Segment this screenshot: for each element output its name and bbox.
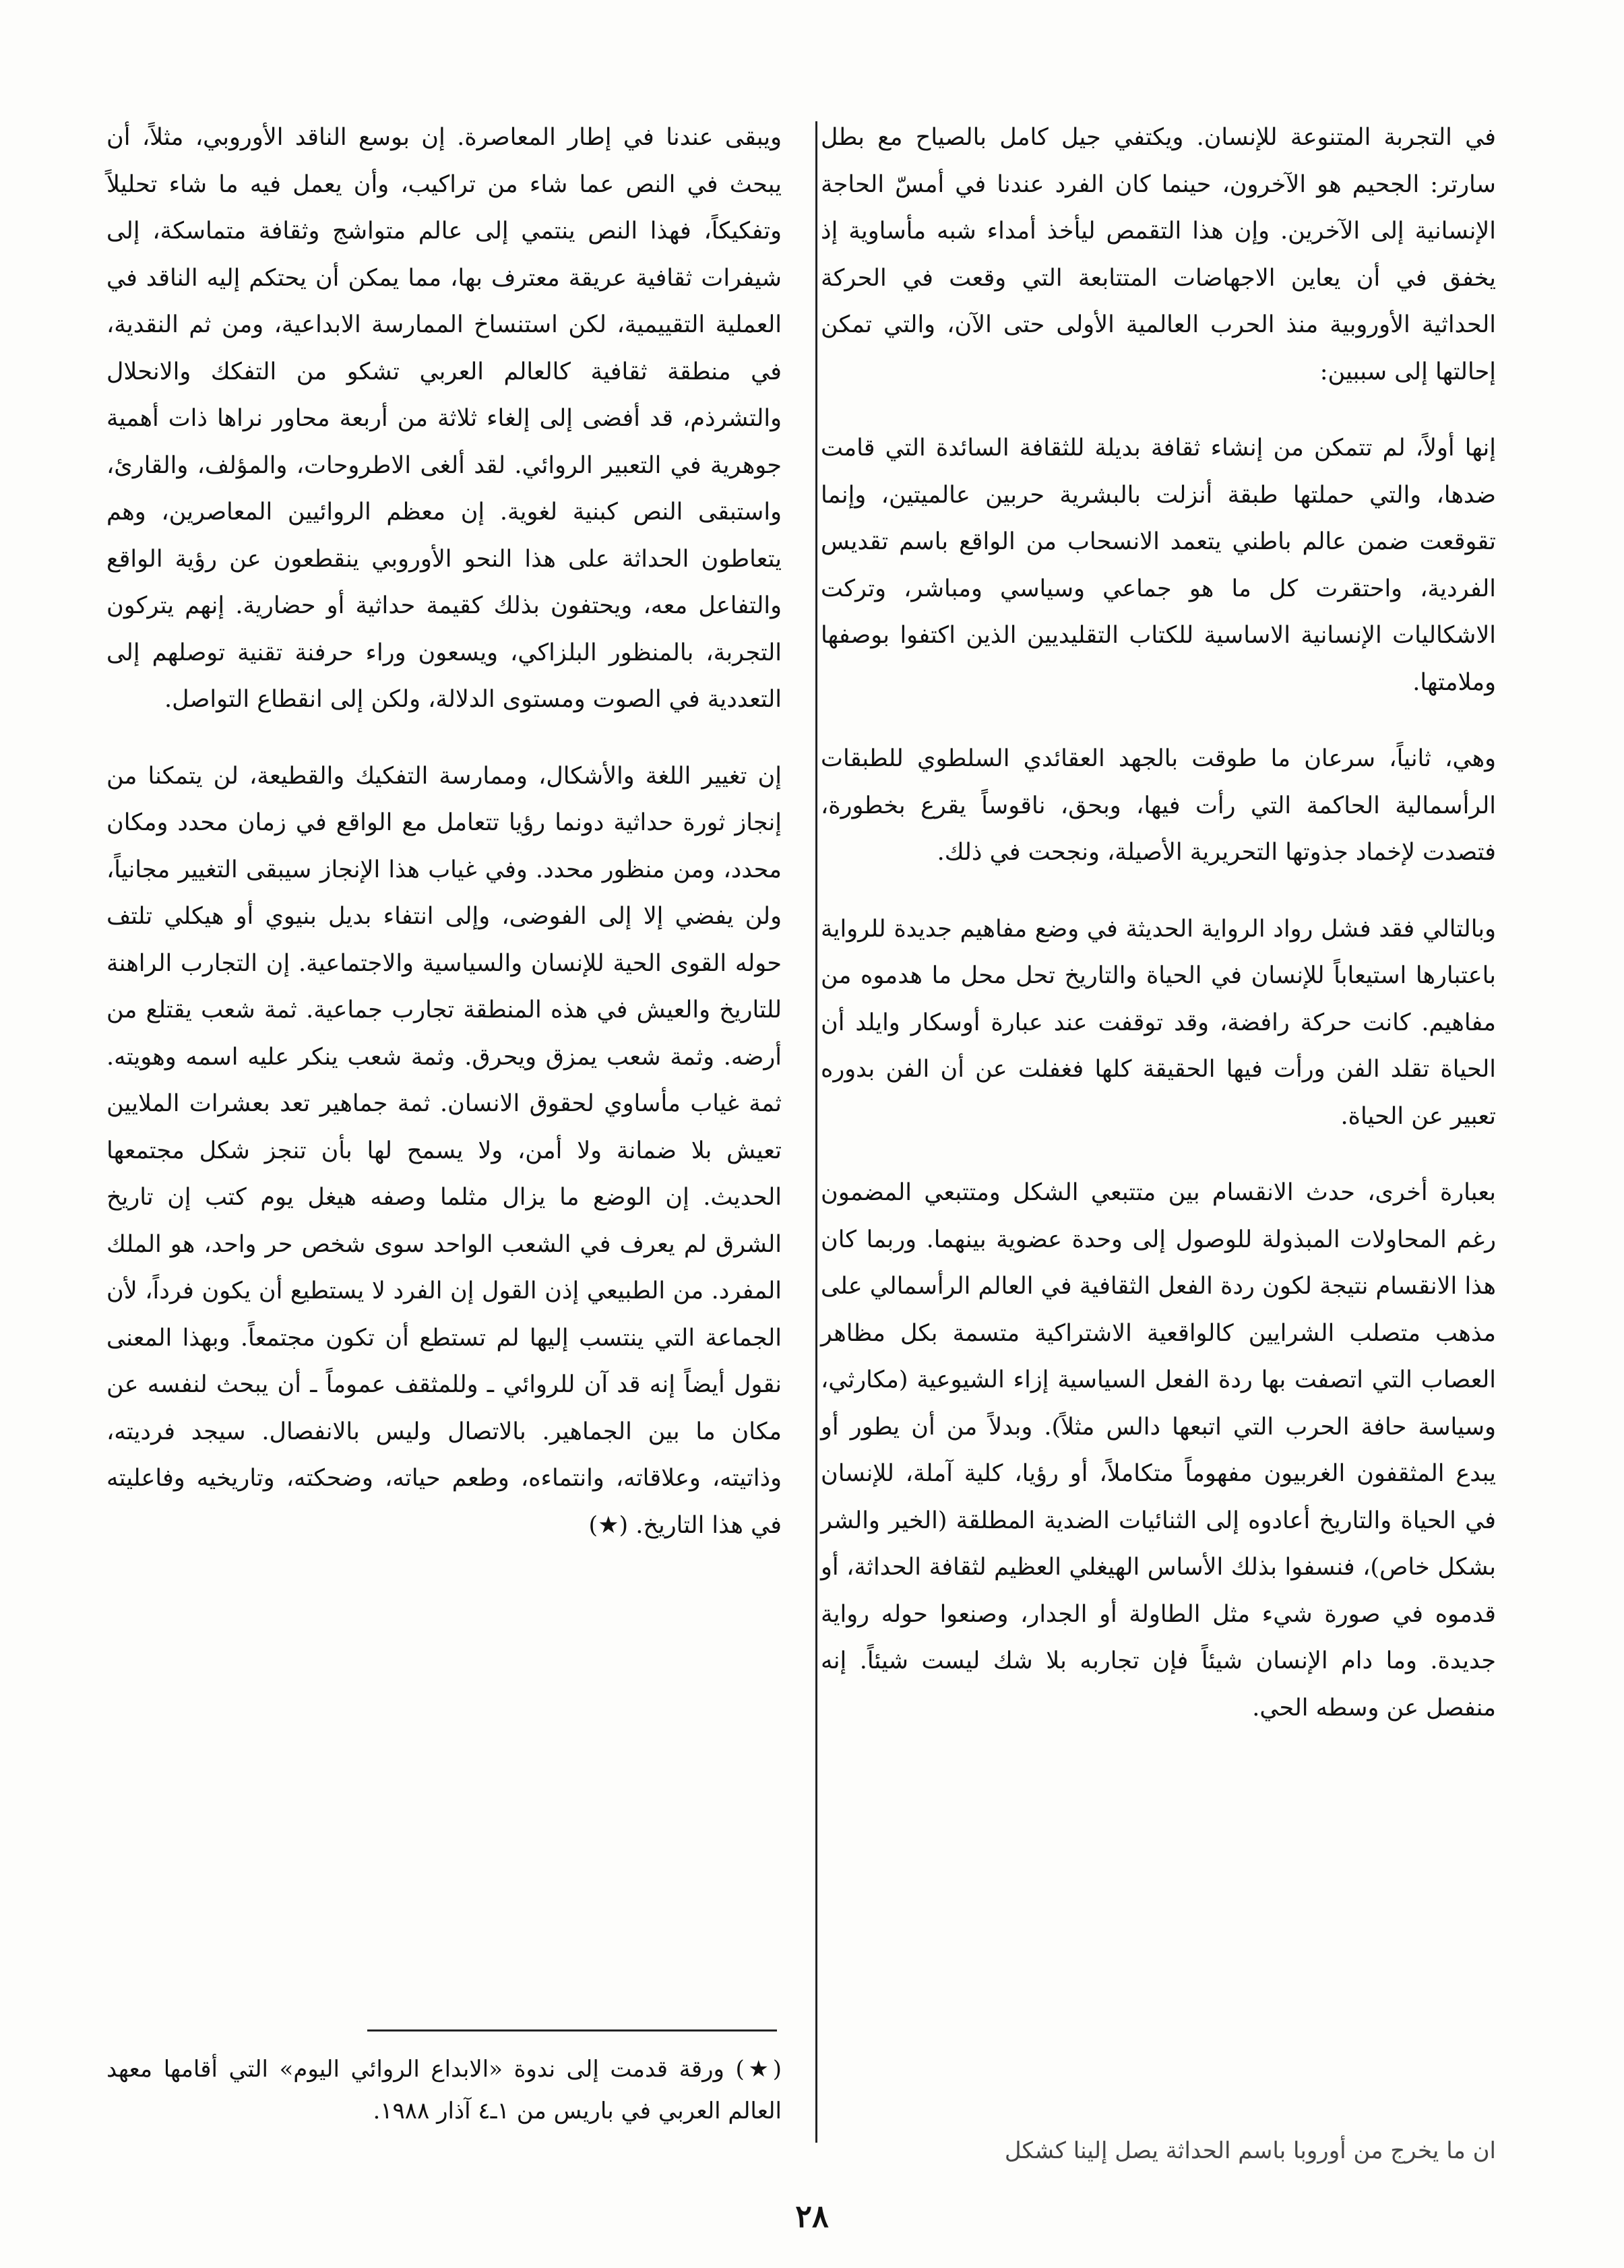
paragraph: ويبقى عندنا في إطار المعاصرة. إن بوسع الناقد الأوروبي، مثلاً، أن يبحث في النص عما شاء من تراكيب، وأن يعمل فيه ما شاء تحليلاً وتفكيكاً، فهذا النص ينتمي إلى عالم متواشج وثقافة متماسكة، إلى شيفرات ثقافية عريقة معترف بها، مما يمكن أن يحتكم إليه الناقد في العملية التقييمية، لكن استنساخ الممارسة الابداعية، ومن ثم النقدية، في منطقة ثقافية كالعالم العربي تشكو من التفكك والانحلال والتشرذم، قد أفضى إلى إلغاء ثلاثة من أربعة محاور نراها ذات أهمية جوهرية في التعبير الروائي. لقد ألغى الاطروحات، والمؤلف، والقارئ، واستبقى النص كبنية لغوية. إن معظم الروائيين المعاصرين، وهم يتعاطون الحداثة على هذا النحو الأوروبي ينقطعون عن رؤية الواقع والتفاعل معه، ويحتفون بذلك كقيمة حداثية أو حضارية. إنهم يتركون التجربة، بالمنظور البلزاكي، ويسعون وراء حرفنة تقنية توصلهم إلى التعددية في الصوت ومستوى الدلالة، ولكن إلى انقطاع التواصل. bbox=[106, 124, 782, 713]
paragraph: وهي، ثانياً، سرعان ما طوقت بالجهد العقائدي السلطوي للطبقات الرأسمالية الحاكمة التي رأت فيها، وبحق، ناقوساً يقرع بخطورة، فتصدت لإخماد جذوتها التحريرية الأصيلة، ونجحت في ذلك. bbox=[821, 745, 1496, 866]
right-text-column bbox=[821, 115, 1496, 1732]
column-divider bbox=[815, 121, 817, 2143]
page-number: ٢٨ bbox=[795, 2198, 829, 2234]
footnote-divider bbox=[367, 2029, 777, 2031]
left-text-column bbox=[106, 115, 782, 1549]
footnote: (★) ورقة قدمت إلى ندوة «الابداع الروائي اليوم» التي أقامها معهد العالم العربي في باريس من ١ـ٤ آذار ١٩٨٨. bbox=[106, 2056, 782, 2124]
paragraph: في التجربة المتنوعة للإنسان. ويكتفي جيل كامل بالصياح مع بطل سارتر: الجحيم هو الآخرون، حينما كان الفرد عندنا في أمسّ الحاجة الإنسانية إلى الآخرين. وإن هذا التقمص ليأخذ أمداء شبه مأساوية إذ يخفق في أن يعاين الاجهاضات المتتابعة التي وقعت في الحركة الحداثية الأوروبية منذ الحرب العالمية الأولى حتى الآن، والتي تمكن إحالتها إلى سببين: bbox=[821, 124, 1496, 385]
paragraph: بعبارة أخرى، حدث الانقسام بين متتبعي الشكل ومتتبعي المضمون رغم المحاولات المبذولة للوصول إلى وحدة عضوية بينهما. وربما كان هذا الانقسام نتيجة لكون ردة الفعل الثقافية في العالم الرأسمالي على مذهب متصلب الشرايين كالواقعية الاشتراكية متسمة بكل مظاهر العصاب التي اتصفت بها ردة الفعل السياسية إزاء الشيوعية (مكارثي، وسياسة حافة الحرب التي اتبعها دالس مثلاً). وبدلاً من أن يطور أو يبدع المثقفون الغربيون مفهوماً متكاملاً، أو رؤيا، كلية آملة، للإنسان في الحياة والتاريخ أعادوه إلى الثنائيات الضدية المطلقة (الخير والشر بشكل خاص)، فنسفوا بذلك الأساس الهيغلي العظيم لثقافة الحداثة، أو قدموه في صورة شيء مثل الطاولة أو الجدار، وصنعوا حوله رواية جديدة. وما دام الإنسان شيئاً فإن تجاربه بلا شك ليست شيئاً. إنه منفصل عن وسطه الحي. bbox=[821, 1179, 1496, 1722]
paragraph: إن تغيير اللغة والأشكال، وممارسة التفكيك والقطيعة، لن يتمكنا من إنجاز ثورة حداثية دونما رؤيا تتعامل مع الواقع في زمان محدد ومكان محدد، ومن منظور محدد. وفي غياب هذا الإنجاز سيبقى التغيير مجانياً، ولن يفضي إلا إلى الفوضى، وإلى انتفاء بديل بنيوي أو هيكلي تلتف حوله القوى الحية للإنسان والسياسية والاجتماعية. إن التجارب الراهنة للتاريخ والعيش في هذه المنطقة تجارب جماعية. ثمة شعب يقتلع من أرضه. وثمة شعب يمزق ويحرق. وثمة شعب ينكر عليه اسمه وهويته. ثمة غياب مأساوي لحقوق الانسان. ثمة جماهير تعد بعشرات الملايين تعيش بلا ضمانة ولا أمن، ولا يسمح لها بأن تنجز شكل مجتمعها الحديث. إن الوضع ما يزال مثلما وصفه هيغل يوم كتب إن تاريخ الشرق لم يعرف في الشعب الواحد سوى شخص حر واحد، هو الملك المفرد. من الطبيعي إذن القول إن الفرد لا يستطيع أن يكون فرداً، لأن الجماعة التي ينتسب إليها لم تستطع أن تكون مجتمعاً. وبهذا المعنى نقول أيضاً إنه قد آن للروائي ـ وللمثقف عموماً ـ أن يبحث لنفسه عن مكان ما بين الجماهير. بالاتصال وليس بالانفصال. سيجد فرديته، وذاتيته، وعلاقاته، وانتماءه، وطعم حياته، وضحكته، وتاريخيه وفاعليته في هذا التاريخ. (★) bbox=[106, 762, 782, 1539]
paragraph: إنها أولاً، لم تتمكن من إنشاء ثقافة بديلة للثقافة السائدة التي قامت ضدها، والتي حملتها طبقة أنزلت بالبشرية حربين عالميتين، وإنما تقوقعت ضمن عالم باطني يتعمد الانسحاب من الواقع باسم تقديس الفردية، واحتقرت كل ما هو جماعي وسياسي ومباشر، وتركت الاشكاليات الإنسانية الاساسية للكتاب التقليديين الذين اكتفوا بوصفها وملامتها. bbox=[821, 435, 1496, 696]
paragraph: وبالتالي فقد فشل رواد الرواية الحديثة في وضع مفاهيم جديدة للرواية باعتبارها استيعاباً للإنسان في الحياة والتاريخ تحل محل ما هدموه من مفاهيم. كانت حركة رافضة، وقد توقفت عند عبارة أوسكار وايلد أن الحياة تقلد الفن ورأت فيها الحقيقة كلها فغفلت عن أن الفن بدوره تعبير عن الحياة. bbox=[821, 915, 1496, 1130]
continuation-line: ان ما يخرج من أوروبا باسم الحداثة يصل إلينا كشكل bbox=[1004, 2137, 1496, 2164]
